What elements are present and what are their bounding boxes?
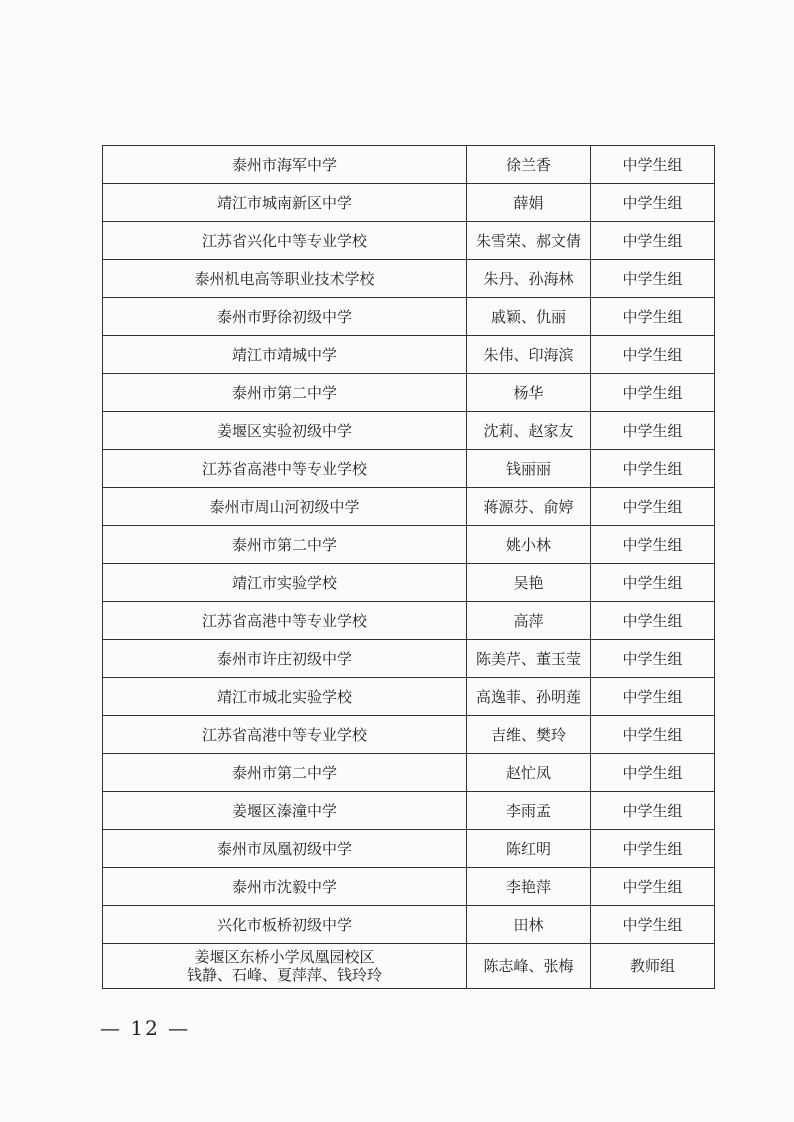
table-row <box>103 678 715 716</box>
names-cell: 沈莉、赵家友 <box>467 412 591 450</box>
school-cell: 江苏省兴化中等专业学校 <box>103 222 467 260</box>
group-cell: 中学生组 <box>591 336 715 374</box>
names-cell: 田林 <box>467 906 591 944</box>
table-row <box>103 944 715 989</box>
group-cell: 中学生组 <box>591 260 715 298</box>
group-cell: 中学生组 <box>591 830 715 868</box>
school-cell: 靖江市城南新区中学 <box>103 184 467 222</box>
school-cell: 兴化市板桥初级中学 <box>103 906 467 944</box>
school-cell: 泰州市沈毅中学 <box>103 868 467 906</box>
school-cell: 靖江市城北实验学校 <box>103 678 467 716</box>
school-cell: 江苏省高港中等专业学校 <box>103 602 467 640</box>
table-row <box>103 906 715 944</box>
school-cell: 泰州市第二中学 <box>103 754 467 792</box>
school-cell: 江苏省高港中等专业学校 <box>103 716 467 754</box>
names-cell: 钱丽丽 <box>467 450 591 488</box>
table-row <box>103 564 715 602</box>
table-row <box>103 298 715 336</box>
table-row <box>103 640 715 678</box>
table-row <box>103 602 715 640</box>
table-row <box>103 526 715 564</box>
school-cell: 泰州市周山河初级中学 <box>103 488 467 526</box>
school-cell <box>103 944 467 989</box>
group-cell: 中学生组 <box>591 526 715 564</box>
table-row <box>103 146 715 184</box>
names-cell: 薛娟 <box>467 184 591 222</box>
group-cell: 教师组 <box>591 944 715 989</box>
group-cell: 中学生组 <box>591 146 715 184</box>
names-cell: 朱丹、孙海林 <box>467 260 591 298</box>
table-row <box>103 488 715 526</box>
members-line: 钱静、石峰、夏萍萍、钱玲玲 <box>186 966 382 984</box>
table-row <box>103 716 715 754</box>
school-cell: 姜堰区溱潼中学 <box>103 792 467 830</box>
table-row <box>103 754 715 792</box>
school-cell: 姜堰区实验初级中学 <box>103 412 467 450</box>
table-row <box>103 450 715 488</box>
table-row <box>103 868 715 906</box>
group-cell: 中学生组 <box>591 412 715 450</box>
table-row <box>103 412 715 450</box>
names-cell: 蒋源芬、俞婷 <box>467 488 591 526</box>
names-cell: 陈志峰、张梅 <box>467 944 591 989</box>
group-cell: 中学生组 <box>591 298 715 336</box>
names-cell: 高萍 <box>467 602 591 640</box>
names-cell: 李雨孟 <box>467 792 591 830</box>
group-cell: 中学生组 <box>591 222 715 260</box>
award-list-table <box>102 145 715 989</box>
table-row <box>103 222 715 260</box>
names-cell: 戚颖、仇丽 <box>467 298 591 336</box>
group-cell: 中学生组 <box>591 868 715 906</box>
group-cell: 中学生组 <box>591 906 715 944</box>
page-number: — 12 — <box>100 1016 191 1040</box>
names-cell: 高逸菲、孙明莲 <box>467 678 591 716</box>
names-cell: 吉维、樊玲 <box>467 716 591 754</box>
table-row <box>103 792 715 830</box>
school-line: 姜堰区东桥小学凤凰园校区 <box>194 948 375 966</box>
names-cell: 吴艳 <box>467 564 591 602</box>
table-row <box>103 830 715 868</box>
school-cell: 靖江市靖城中学 <box>103 336 467 374</box>
names-cell: 朱雪荣、郝文倩 <box>467 222 591 260</box>
group-cell: 中学生组 <box>591 678 715 716</box>
table-row <box>103 184 715 222</box>
names-cell: 姚小林 <box>467 526 591 564</box>
group-cell: 中学生组 <box>591 488 715 526</box>
group-cell: 中学生组 <box>591 564 715 602</box>
school-cell: 泰州机电高等职业技术学校 <box>103 260 467 298</box>
school-cell: 泰州市海军中学 <box>103 146 467 184</box>
table-row <box>103 260 715 298</box>
group-cell: 中学生组 <box>591 754 715 792</box>
names-cell: 赵忙凤 <box>467 754 591 792</box>
names-cell: 徐兰香 <box>467 146 591 184</box>
group-cell: 中学生组 <box>591 640 715 678</box>
group-cell: 中学生组 <box>591 450 715 488</box>
school-cell: 泰州市第二中学 <box>103 526 467 564</box>
names-cell: 杨华 <box>467 374 591 412</box>
school-cell: 泰州市第二中学 <box>103 374 467 412</box>
names-cell: 朱伟、印海滨 <box>467 336 591 374</box>
table-row <box>103 374 715 412</box>
school-cell: 泰州市凤凰初级中学 <box>103 830 467 868</box>
names-cell: 李艳萍 <box>467 868 591 906</box>
school-cell: 靖江市实验学校 <box>103 564 467 602</box>
group-cell: 中学生组 <box>591 374 715 412</box>
table-body <box>103 146 715 989</box>
group-cell: 中学生组 <box>591 184 715 222</box>
group-cell: 中学生组 <box>591 602 715 640</box>
group-cell: 中学生组 <box>591 792 715 830</box>
school-cell: 泰州市野徐初级中学 <box>103 298 467 336</box>
group-cell: 中学生组 <box>591 716 715 754</box>
names-cell: 陈红明 <box>467 830 591 868</box>
names-cell: 陈美芹、董玉莹 <box>467 640 591 678</box>
table-row <box>103 336 715 374</box>
school-cell: 泰州市许庄初级中学 <box>103 640 467 678</box>
school-cell: 江苏省高港中等专业学校 <box>103 450 467 488</box>
